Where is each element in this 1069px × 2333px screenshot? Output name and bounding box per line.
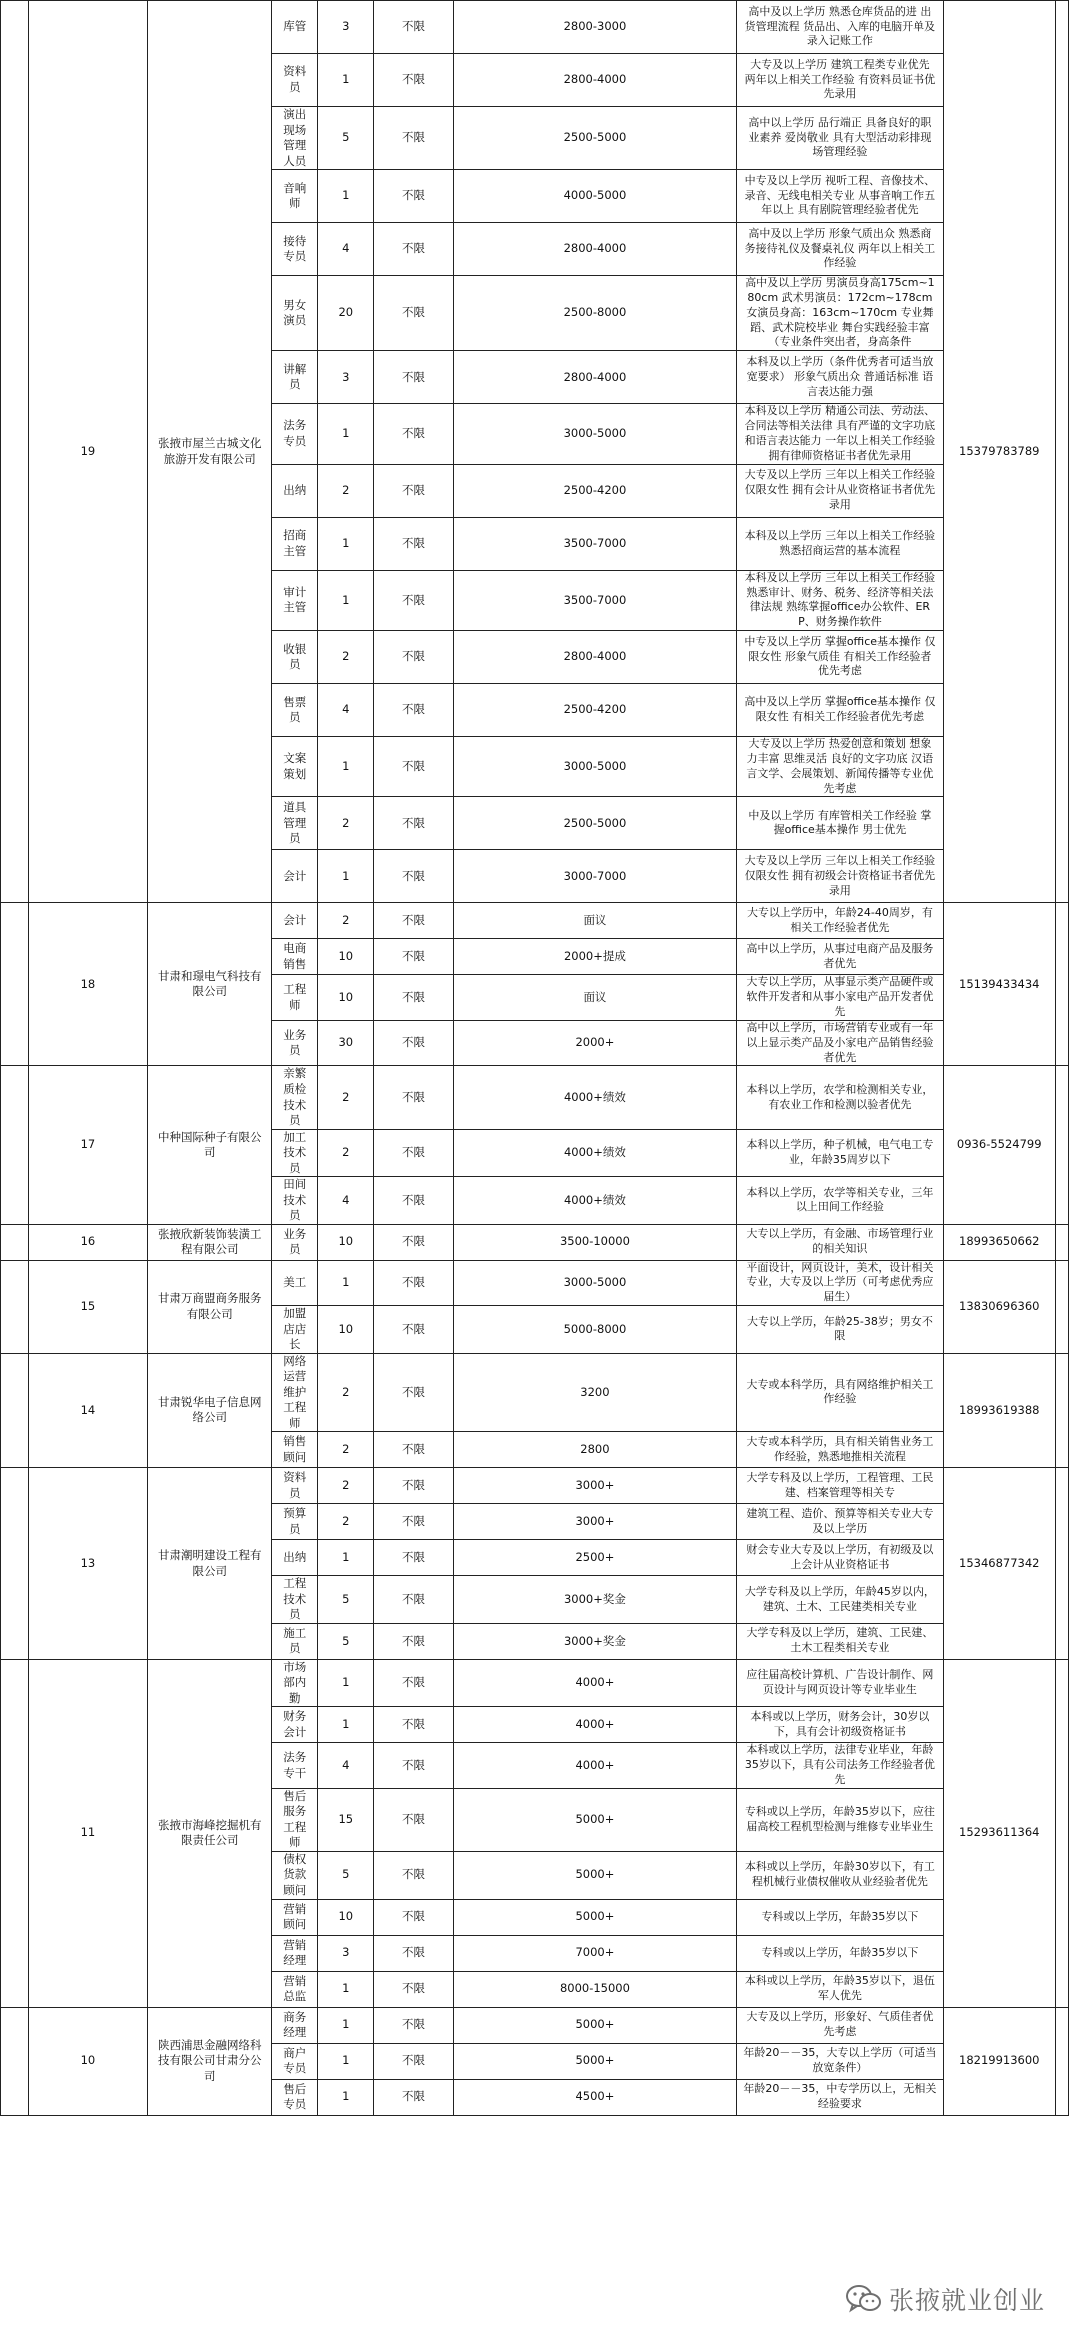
headcount-cell: 1 bbox=[318, 170, 374, 223]
salary-cell: 3500-7000 bbox=[453, 517, 737, 570]
major-cell: 不限 bbox=[374, 1353, 453, 1432]
requirements-cell: 大专及以上学历 三年以上相关工作经验 仅限女性 拥有会计从业资格证书者优先录用 bbox=[737, 464, 943, 517]
company-name-cell: 甘肃锐华电子信息网络公司 bbox=[148, 1353, 272, 1468]
contact-phone-cell: 15139433434 bbox=[943, 903, 1056, 1066]
headcount-cell: 1 bbox=[318, 850, 374, 903]
salary-cell: 2800 bbox=[453, 1432, 737, 1468]
margin-cell bbox=[1, 1659, 29, 2007]
requirements-cell: 平面设计，网页设计，美术，设计相关专业，大专及以上学历（可考虑优秀应届生） bbox=[737, 1260, 943, 1306]
job-title-cell: 加盟店店长 bbox=[272, 1306, 318, 1354]
job-title-cell: 预算员 bbox=[272, 1504, 318, 1540]
requirements-cell: 大专及以上学历，形象好、气质佳者优先考虑 bbox=[737, 2007, 943, 2043]
job-title-cell: 美工 bbox=[272, 1260, 318, 1306]
major-cell: 不限 bbox=[374, 1020, 453, 1066]
job-title-cell: 业务员 bbox=[272, 1020, 318, 1066]
major-cell: 不限 bbox=[374, 1468, 453, 1504]
job-title-cell: 演出现场管理人员 bbox=[272, 107, 318, 170]
contact-phone-cell: 13830696360 bbox=[943, 1260, 1056, 1353]
company-name-cell: 陕西浦思金融网络科技有限公司甘肃分公司 bbox=[148, 2007, 272, 2115]
major-cell: 不限 bbox=[374, 1504, 453, 1540]
requirements-cell: 中及以上学历 有库管相关工作经验 掌握office基本操作 男士优先 bbox=[737, 797, 943, 850]
headcount-cell: 5 bbox=[318, 107, 374, 170]
major-cell: 不限 bbox=[374, 2007, 453, 2043]
salary-cell: 3000+奖金 bbox=[453, 1576, 737, 1624]
margin-cell bbox=[1, 903, 29, 1066]
job-title-cell: 售后服务工程师 bbox=[272, 1788, 318, 1851]
headcount-cell: 1 bbox=[318, 517, 374, 570]
margin-cell bbox=[1, 1, 29, 903]
headcount-cell: 1 bbox=[318, 54, 374, 107]
salary-cell: 2800-4000 bbox=[453, 223, 737, 276]
salary-cell: 4500+ bbox=[453, 2079, 737, 2115]
headcount-cell: 1 bbox=[318, 404, 374, 464]
requirements-cell: 本科以上学历，种子机械，电气电工专业，年龄35周岁以下 bbox=[737, 1129, 943, 1177]
salary-cell: 2800-4000 bbox=[453, 351, 737, 404]
requirements-cell: 年龄20－－35，大专以上学历（可适当放宽条件） bbox=[737, 2043, 943, 2079]
requirements-cell: 中专及以上学历 掌握office基本操作 仅限女性 形象气质佳 有相关工作经验者优先考虑 bbox=[737, 631, 943, 684]
job-title-cell: 会计 bbox=[272, 850, 318, 903]
major-cell: 不限 bbox=[374, 939, 453, 975]
salary-cell: 3200 bbox=[453, 1353, 737, 1432]
headcount-cell: 2 bbox=[318, 631, 374, 684]
headcount-cell: 5 bbox=[318, 1851, 374, 1899]
requirements-cell: 大专以上学历中，年龄24-40周岁，有相关工作经验者优先 bbox=[737, 903, 943, 939]
job-title-cell: 商户专员 bbox=[272, 2043, 318, 2079]
major-cell: 不限 bbox=[374, 1743, 453, 1789]
salary-cell: 5000+ bbox=[453, 2043, 737, 2079]
major-cell: 不限 bbox=[374, 1899, 453, 1935]
requirements-cell: 大学专科及以上学历，工程管理、工民建、档案管理等相关专 bbox=[737, 1468, 943, 1504]
headcount-cell: 2 bbox=[318, 1129, 374, 1177]
salary-cell: 2500-4200 bbox=[453, 684, 737, 737]
requirements-cell: 高中以上学历，市场营销专业或有一年以上显示类产品及小家电产品销售经验者优先 bbox=[737, 1020, 943, 1066]
headcount-cell: 5 bbox=[318, 1576, 374, 1624]
job-title-cell: 施工员 bbox=[272, 1623, 318, 1659]
requirements-cell: 大专以上学历，从事显示类产品硬件或软件开发者和从事小家电产品开发者优先 bbox=[737, 975, 943, 1021]
job-title-cell: 出纳 bbox=[272, 464, 318, 517]
company-name-cell: 张掖市海峰挖掘机有限责任公司 bbox=[148, 1659, 272, 2007]
salary-cell: 4000+ bbox=[453, 1659, 737, 1707]
requirements-cell: 高中及以上学历 熟悉仓库货品的进 出货管理流程 货品出、入库的电脑开单及录入记账工作 bbox=[737, 1, 943, 54]
major-cell: 不限 bbox=[374, 1129, 453, 1177]
major-cell: 不限 bbox=[374, 170, 453, 223]
headcount-cell: 1 bbox=[318, 1260, 374, 1306]
extra-cell bbox=[1056, 1659, 1069, 2007]
major-cell: 不限 bbox=[374, 1623, 453, 1659]
major-cell: 不限 bbox=[374, 1540, 453, 1576]
job-title-cell: 营销顾问 bbox=[272, 1899, 318, 1935]
job-title-cell: 审计主管 bbox=[272, 570, 318, 630]
contact-phone-cell: 15379783789 bbox=[943, 1, 1056, 903]
margin-cell bbox=[1, 1066, 29, 1224]
job-row bbox=[1, 1, 1069, 54]
salary-cell: 5000+ bbox=[453, 1851, 737, 1899]
job-title-cell: 库管 bbox=[272, 1, 318, 54]
salary-cell: 5000+ bbox=[453, 1788, 737, 1851]
major-cell: 不限 bbox=[374, 2043, 453, 2079]
salary-cell: 4000+绩效 bbox=[453, 1066, 737, 1129]
company-name-cell: 中种国际种子有限公司 bbox=[148, 1066, 272, 1224]
requirements-cell: 大专及以上学历 热爱创意和策划 想象力丰富 思维灵活 良好的文字功底 汉语言文学、会展策划、新闻传播等专业优先考虑 bbox=[737, 737, 943, 797]
job-title-cell: 道具管理员 bbox=[272, 797, 318, 850]
extra-cell bbox=[1056, 1468, 1069, 1660]
company-number-cell: 11 bbox=[28, 1659, 147, 2007]
watermark bbox=[839, 2279, 1051, 2319]
requirements-cell: 大专以上学历，有金融、市场管理行业的相关知识 bbox=[737, 1224, 943, 1260]
salary-cell: 3000+ bbox=[453, 1468, 737, 1504]
extra-cell bbox=[1056, 1260, 1069, 1353]
requirements-cell: 本科或以上学历，年龄30岁以下，有工程机械行业债权催收从业经验者优先 bbox=[737, 1851, 943, 1899]
requirements-cell: 高中及以上学历 男演员身高175cm~180cm 武术男演员：172cm~178cm 女演员身高：163cm~170cm 专业舞蹈、武术院校毕业 舞台实践经验丰富（专业条件突出者，身高条件 bbox=[737, 276, 943, 351]
company-name-cell: 甘肃潮明建设工程有限公司 bbox=[148, 1468, 272, 1660]
salary-cell: 2500+ bbox=[453, 1540, 737, 1576]
requirements-cell: 高中及以上学历 掌握office基本操作 仅限女性 有相关工作经验者优先考虑 bbox=[737, 684, 943, 737]
headcount-cell: 1 bbox=[318, 1540, 374, 1576]
salary-cell: 3000-5000 bbox=[453, 404, 737, 464]
salary-cell: 2500-8000 bbox=[453, 276, 737, 351]
contact-phone-cell: 0936-5524799 bbox=[943, 1066, 1056, 1224]
job-title-cell: 出纳 bbox=[272, 1540, 318, 1576]
salary-cell: 面议 bbox=[453, 903, 737, 939]
major-cell: 不限 bbox=[374, 1659, 453, 1707]
job-title-cell: 接待专员 bbox=[272, 223, 318, 276]
headcount-cell: 15 bbox=[318, 1788, 374, 1851]
job-row bbox=[1, 1659, 1069, 1707]
job-title-cell: 财务会计 bbox=[272, 1707, 318, 1743]
major-cell: 不限 bbox=[374, 1935, 453, 1971]
requirements-cell: 财会专业大专及以上学历，有初级及以上会计从业资格证书 bbox=[737, 1540, 943, 1576]
headcount-cell: 2 bbox=[318, 1432, 374, 1468]
job-title-cell: 网络运营维护工程师 bbox=[272, 1353, 318, 1432]
margin-cell bbox=[1, 2007, 29, 2115]
requirements-cell: 高中以上学历 品行端正 具备良好的职业素养 爱岗敬业 具有大型活动彩排现场管理经验 bbox=[737, 107, 943, 170]
major-cell: 不限 bbox=[374, 1707, 453, 1743]
job-row bbox=[1, 1353, 1069, 1432]
requirements-cell: 大专及以上学历 三年以上相关工作经验 仅限女性 拥有初级会计资格证书者优先录用 bbox=[737, 850, 943, 903]
headcount-cell: 4 bbox=[318, 223, 374, 276]
major-cell: 不限 bbox=[374, 1066, 453, 1129]
major-cell: 不限 bbox=[374, 276, 453, 351]
salary-cell: 4000+绩效 bbox=[453, 1129, 737, 1177]
company-number-cell: 10 bbox=[28, 2007, 147, 2115]
requirements-cell: 大学专科及以上学历，年龄45岁以内，建筑、土木、工民建类相关专业 bbox=[737, 1576, 943, 1624]
job-title-cell: 田间技术员 bbox=[272, 1177, 318, 1225]
headcount-cell: 2 bbox=[318, 903, 374, 939]
company-number-cell: 13 bbox=[28, 1468, 147, 1660]
job-title-cell: 讲解员 bbox=[272, 351, 318, 404]
job-row bbox=[1, 1468, 1069, 1504]
salary-cell: 3000-5000 bbox=[453, 1260, 737, 1306]
headcount-cell: 1 bbox=[318, 737, 374, 797]
salary-cell: 3000-7000 bbox=[453, 850, 737, 903]
company-number-cell: 16 bbox=[28, 1224, 147, 1260]
headcount-cell: 10 bbox=[318, 1306, 374, 1354]
major-cell: 不限 bbox=[374, 1306, 453, 1354]
headcount-cell: 1 bbox=[318, 1971, 374, 2007]
job-title-cell: 售后专员 bbox=[272, 2079, 318, 2115]
job-title-cell: 资料员 bbox=[272, 1468, 318, 1504]
job-row bbox=[1, 2007, 1069, 2043]
major-cell: 不限 bbox=[374, 1177, 453, 1225]
major-cell: 不限 bbox=[374, 517, 453, 570]
requirements-cell: 建筑工程、造价、预算等相关专业大专及以上学历 bbox=[737, 1504, 943, 1540]
wechat-logo-icon bbox=[845, 2283, 883, 2315]
salary-cell: 3000+ bbox=[453, 1504, 737, 1540]
salary-cell: 2500-5000 bbox=[453, 797, 737, 850]
major-cell: 不限 bbox=[374, 684, 453, 737]
requirements-cell: 专科或以上学历，年龄35岁以下，应往届高校工程机型检测与维修专业毕业生 bbox=[737, 1788, 943, 1851]
headcount-cell: 20 bbox=[318, 276, 374, 351]
requirements-cell: 高中以上学历，从事过电商产品及服务者优先 bbox=[737, 939, 943, 975]
major-cell: 不限 bbox=[374, 1576, 453, 1624]
headcount-cell: 5 bbox=[318, 1623, 374, 1659]
headcount-cell: 4 bbox=[318, 1177, 374, 1225]
headcount-cell: 10 bbox=[318, 1224, 374, 1260]
job-title-cell: 市场部内勤 bbox=[272, 1659, 318, 1707]
requirements-cell: 专科或以上学历，年龄35岁以下 bbox=[737, 1935, 943, 1971]
requirements-cell: 专科或以上学历，年龄35岁以下 bbox=[737, 1899, 943, 1935]
major-cell: 不限 bbox=[374, 464, 453, 517]
headcount-cell: 2 bbox=[318, 1504, 374, 1540]
contact-phone-cell: 15293611364 bbox=[943, 1659, 1056, 2007]
salary-cell: 3000+奖金 bbox=[453, 1623, 737, 1659]
job-title-cell: 债权货款顾问 bbox=[272, 1851, 318, 1899]
headcount-cell: 1 bbox=[318, 1707, 374, 1743]
headcount-cell: 4 bbox=[318, 684, 374, 737]
job-title-cell: 商务经理 bbox=[272, 2007, 318, 2043]
headcount-cell: 30 bbox=[318, 1020, 374, 1066]
contact-phone-cell: 18219913600 bbox=[943, 2007, 1056, 2115]
major-cell: 不限 bbox=[374, 404, 453, 464]
contact-phone-cell: 18993650662 bbox=[943, 1224, 1056, 1260]
company-name-cell: 张掖市屋兰古城文化旅游开发有限公司 bbox=[148, 1, 272, 903]
major-cell: 不限 bbox=[374, 2079, 453, 2115]
job-title-cell: 法务专员 bbox=[272, 404, 318, 464]
major-cell: 不限 bbox=[374, 903, 453, 939]
requirements-cell: 应往届高校计算机、广告设计制作、网页设计与网页设计等专业毕业生 bbox=[737, 1659, 943, 1707]
salary-cell: 3000-5000 bbox=[453, 737, 737, 797]
requirements-cell: 本科以上学历，农学和检测相关专业，有农业工作和检测以验者优先 bbox=[737, 1066, 943, 1129]
extra-cell bbox=[1056, 1, 1069, 903]
requirements-cell: 大学专科及以上学历，建筑、工民建、土木工程类相关专业 bbox=[737, 1623, 943, 1659]
salary-cell: 4000-5000 bbox=[453, 170, 737, 223]
salary-cell: 3500-10000 bbox=[453, 1224, 737, 1260]
salary-cell: 8000-15000 bbox=[453, 1971, 737, 2007]
headcount-cell: 2 bbox=[318, 1353, 374, 1432]
contact-phone-cell: 15346877342 bbox=[943, 1468, 1056, 1660]
salary-cell: 2500-5000 bbox=[453, 107, 737, 170]
headcount-cell: 3 bbox=[318, 351, 374, 404]
requirements-cell: 本科及以上学历 精通公司法、劳动法、合同法等相关法律 具有严谨的文字功底和语言表达能力 一年以上相关工作经验 拥有律师资格证书者优先录用 bbox=[737, 404, 943, 464]
job-title-cell: 招商主管 bbox=[272, 517, 318, 570]
job-title-cell: 营销总监 bbox=[272, 1971, 318, 2007]
major-cell: 不限 bbox=[374, 1260, 453, 1306]
major-cell: 不限 bbox=[374, 975, 453, 1021]
requirements-cell: 大专及以上学历 建筑工程类专业优先 两年以上相关工作经验 有资料员证书优先录用 bbox=[737, 54, 943, 107]
major-cell: 不限 bbox=[374, 797, 453, 850]
company-number-cell: 19 bbox=[28, 1, 147, 903]
job-row bbox=[1, 903, 1069, 939]
major-cell: 不限 bbox=[374, 631, 453, 684]
requirements-cell: 本科以上学历，农学等相关专业，三年以上田间工作经验 bbox=[737, 1177, 943, 1225]
job-title-cell: 工程技术员 bbox=[272, 1576, 318, 1624]
major-cell: 不限 bbox=[374, 1224, 453, 1260]
headcount-cell: 3 bbox=[318, 1, 374, 54]
company-name-cell: 张掖欣新装饰装潢工程有限公司 bbox=[148, 1224, 272, 1260]
salary-cell: 2800-4000 bbox=[453, 54, 737, 107]
salary-cell: 2500-4200 bbox=[453, 464, 737, 517]
requirements-cell: 中专及以上学历 视听工程、音像技术、录音、无线电相关专业 从事音响工作五年以上 具有剧院管理经验者优先 bbox=[737, 170, 943, 223]
headcount-cell: 1 bbox=[318, 2079, 374, 2115]
job-row bbox=[1, 1224, 1069, 1260]
headcount-cell: 1 bbox=[318, 2043, 374, 2079]
job-title-cell: 亲繁质检技术员 bbox=[272, 1066, 318, 1129]
job-title-cell: 营销经理 bbox=[272, 1935, 318, 1971]
extra-cell bbox=[1056, 1224, 1069, 1260]
salary-cell: 5000+ bbox=[453, 1899, 737, 1935]
salary-cell: 4000+绩效 bbox=[453, 1177, 737, 1225]
requirements-cell: 本科或以上学历，法律专业毕业，年龄35岁以下，具有公司法务工作经验者优先 bbox=[737, 1743, 943, 1789]
company-number-cell: 14 bbox=[28, 1353, 147, 1468]
major-cell: 不限 bbox=[374, 1851, 453, 1899]
job-title-cell: 电商销售 bbox=[272, 939, 318, 975]
company-number-cell: 17 bbox=[28, 1066, 147, 1224]
job-title-cell: 资料员 bbox=[272, 54, 318, 107]
salary-cell: 4000+ bbox=[453, 1707, 737, 1743]
headcount-cell: 1 bbox=[318, 570, 374, 630]
margin-cell bbox=[1, 1353, 29, 1468]
major-cell: 不限 bbox=[374, 570, 453, 630]
headcount-cell: 2 bbox=[318, 1066, 374, 1129]
major-cell: 不限 bbox=[374, 850, 453, 903]
job-row bbox=[1, 1066, 1069, 1129]
headcount-cell: 1 bbox=[318, 2007, 374, 2043]
requirements-cell: 本科及以上学历 三年以上相关工作经验 熟悉招商运营的基本流程 bbox=[737, 517, 943, 570]
requirements-cell: 高中及以上学历 形象气质出众 熟悉商务接待礼仪及餐桌礼仪 两年以上相关工作经验 bbox=[737, 223, 943, 276]
requirements-cell: 本科及以上学历（条件优秀者可适当放宽要求） 形象气质出众 普通话标准 语言表达能力强 bbox=[737, 351, 943, 404]
headcount-cell: 4 bbox=[318, 1743, 374, 1789]
job-title-cell: 加工技术员 bbox=[272, 1129, 318, 1177]
contact-phone-cell: 18993619388 bbox=[943, 1353, 1056, 1468]
requirements-cell: 年龄20－－35，中专学历以上，无相关经验要求 bbox=[737, 2079, 943, 2115]
job-title-cell: 男女演员 bbox=[272, 276, 318, 351]
salary-cell: 5000-8000 bbox=[453, 1306, 737, 1354]
job-title-cell: 会计 bbox=[272, 903, 318, 939]
job-title-cell: 工程师 bbox=[272, 975, 318, 1021]
job-title-cell: 售票员 bbox=[272, 684, 318, 737]
margin-cell bbox=[1, 1224, 29, 1260]
salary-cell: 4000+ bbox=[453, 1743, 737, 1789]
salary-cell: 2800-4000 bbox=[453, 631, 737, 684]
job-title-cell: 收银员 bbox=[272, 631, 318, 684]
margin-cell bbox=[1, 1260, 29, 1353]
requirements-cell: 大专或本科学历，具有相关销售业务工作经验，熟悉地推相关流程 bbox=[737, 1432, 943, 1468]
headcount-cell: 3 bbox=[318, 1935, 374, 1971]
watermark-text: 张掖就业创业 bbox=[888, 2286, 1045, 2315]
headcount-cell: 10 bbox=[318, 975, 374, 1021]
salary-cell: 2000+ bbox=[453, 1020, 737, 1066]
headcount-cell: 10 bbox=[318, 939, 374, 975]
company-name-cell: 甘肃和璟电气科技有限公司 bbox=[148, 903, 272, 1066]
major-cell: 不限 bbox=[374, 737, 453, 797]
extra-cell bbox=[1056, 2007, 1069, 2115]
job-title-cell: 法务专干 bbox=[272, 1743, 318, 1789]
extra-cell bbox=[1056, 1353, 1069, 1468]
requirements-cell: 大专以上学历，年龄25-38岁；男女不限 bbox=[737, 1306, 943, 1354]
major-cell: 不限 bbox=[374, 223, 453, 276]
company-number-cell: 18 bbox=[28, 903, 147, 1066]
headcount-cell: 1 bbox=[318, 1659, 374, 1707]
headcount-cell: 2 bbox=[318, 464, 374, 517]
requirements-cell: 本科或以上学历，财务会计，30岁以下，具有会计初级资格证书 bbox=[737, 1707, 943, 1743]
major-cell: 不限 bbox=[374, 1, 453, 54]
salary-cell: 2800-3000 bbox=[453, 1, 737, 54]
headcount-cell: 10 bbox=[318, 1899, 374, 1935]
major-cell: 不限 bbox=[374, 107, 453, 170]
major-cell: 不限 bbox=[374, 1788, 453, 1851]
major-cell: 不限 bbox=[374, 1432, 453, 1468]
margin-cell bbox=[1, 1468, 29, 1660]
major-cell: 不限 bbox=[374, 54, 453, 107]
extra-cell bbox=[1056, 903, 1069, 1066]
salary-cell: 5000+ bbox=[453, 2007, 737, 2043]
job-title-cell: 销售顾问 bbox=[272, 1432, 318, 1468]
headcount-cell: 2 bbox=[318, 797, 374, 850]
job-row bbox=[1, 1260, 1069, 1306]
major-cell: 不限 bbox=[374, 351, 453, 404]
salary-cell: 面议 bbox=[453, 975, 737, 1021]
salary-cell: 7000+ bbox=[453, 1935, 737, 1971]
salary-cell: 2000+提成 bbox=[453, 939, 737, 975]
major-cell: 不限 bbox=[374, 1971, 453, 2007]
salary-cell: 3500-7000 bbox=[453, 570, 737, 630]
company-name-cell: 甘肃万商盟商务服务有限公司 bbox=[148, 1260, 272, 1353]
job-title-cell: 业务员 bbox=[272, 1224, 318, 1260]
requirements-cell: 本科及以上学历 三年以上相关工作经验 熟悉审计、财务、税务、经济等相关法律法规 熟练掌握office办公软件、ERP、财务操作软件 bbox=[737, 570, 943, 630]
requirements-cell: 本科或以上学历，年龄35岁以下，退伍军人优先 bbox=[737, 1971, 943, 2007]
company-number-cell: 15 bbox=[28, 1260, 147, 1353]
job-title-cell: 文案策划 bbox=[272, 737, 318, 797]
job-title-cell: 音响师 bbox=[272, 170, 318, 223]
extra-cell bbox=[1056, 1066, 1069, 1224]
requirements-cell: 大专或本科学历，具有网络维护相关工作经验 bbox=[737, 1353, 943, 1432]
headcount-cell: 2 bbox=[318, 1468, 374, 1504]
